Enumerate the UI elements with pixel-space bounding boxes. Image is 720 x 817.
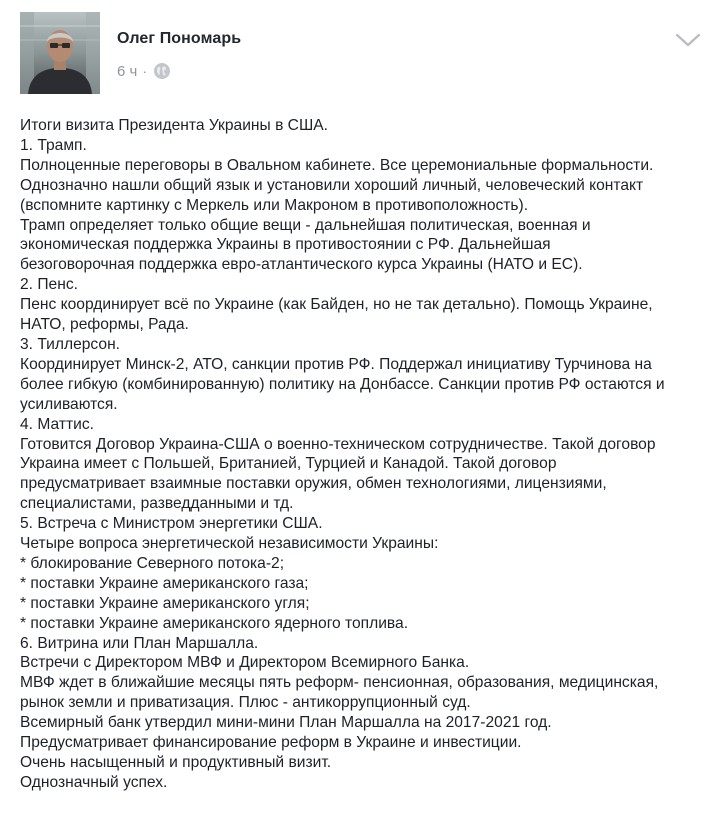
post-text-line: Итоги визита Президента Украины в США. [20,117,328,134]
post-text-line: 5. Встреча с Министром энергетики США. [20,515,323,533]
post-text-line: МВФ ждет в ближайшие месяцы пять реформ- пенсионная, образования, медицинская, [20,674,659,692]
post-text-line: 1. Трамп. [20,136,87,154]
post-text-line: Трамп определяет только общие вещи - дальнейшая политическая, военная и [20,216,591,234]
post-text-line: (вспомните картинку с Меркель или Макроном в противоположность). [20,196,529,214]
post-text-line: Предусматривает финансирование реформ в Украине и инвестиции. [20,734,522,752]
post-text-line: безоговорочная поддержка евро-атлантического курса Украины (НАТО и ЕС). [20,256,583,274]
post-text-line: 2. Пенс. [20,276,78,294]
post-text-line: Готовится Договор Украина-США о военно-техническом сотрудничестве. Такой договор [20,435,656,453]
post-text-line: специалистами, разведданными и тд. [20,495,294,513]
post-text-line: НАТО, реформы, Рада. [20,316,189,334]
post-text-line: усиливаются. [20,395,118,413]
author-name[interactable]: Олег Пономарь [117,30,242,47]
post-text-line: экономическая поддержка Украины в противостоянии с РФ. Дальнейшая [20,236,551,254]
post-text-line: Очень насыщенный и продуктивный визит. [20,754,332,771]
post-text-line: более гибкую (комбинированную) политику на Донбассе. Санкции против РФ остаются и [20,375,665,393]
post-text-line: * поставки Украине американского газа; [20,574,309,592]
post-text-line: * блокирование Северного потока-2; [20,554,285,572]
post-text-line: * поставки Украине американского ядерного топлива. [20,614,409,632]
post-text-line: Встречи с Директором МВФ и Директором Всемирного Банка. [20,654,470,672]
avatar[interactable] [20,12,100,94]
post-text-line: Полноценные переговоры в Овальном кабинете. Все церемониальные формальности. [20,156,654,174]
meta-separator: · [142,63,147,79]
post-text-line: Четыре вопроса энергетической независимости Украины: [20,535,439,553]
globe-icon [153,62,171,80]
post-text-line: Всемирный банк утвердил мини-мини План Маршалла на 2017-2021 год. [20,714,552,732]
chevron-down-icon[interactable] [674,30,702,50]
post-meta [117,60,171,82]
avatar-photo [20,12,100,94]
post-body [20,116,700,793]
post-text-line: 4. Маттис. [20,415,94,433]
post-text-line: 3. Тиллерсон. [20,335,121,353]
post-timestamp[interactable]: 6 ч [117,62,138,80]
post-text-line: 6. Витрина или План Маршалла. [20,634,259,652]
post-text-line: * поставки Украине американского угля; [20,594,310,612]
post-text-line: Однозначный успех. [20,773,168,791]
post-text-line: рынок земли и приватизация. Плюс - антикоррупционный суд. [20,694,471,712]
post-text-line: Пенс координирует всё по Украине (как Байден, но не так детально). Помощь Украине, [20,296,653,314]
post-text-line: предусматривает взаимные поставки оружия, обмен технологиями, лицензиями, [20,475,607,493]
post-text-line: Украина имеет с Польшей, Британией, Турцией и Канадой. Такой договор [20,455,557,473]
post-text-line: Координирует Минск-2, АТО, санкции против РФ. Поддержал инициативу Турчинова на [20,355,652,373]
post-text-line: Однозначно нашли общий язык и установили хороший личный, человеческий контакт [20,176,644,194]
